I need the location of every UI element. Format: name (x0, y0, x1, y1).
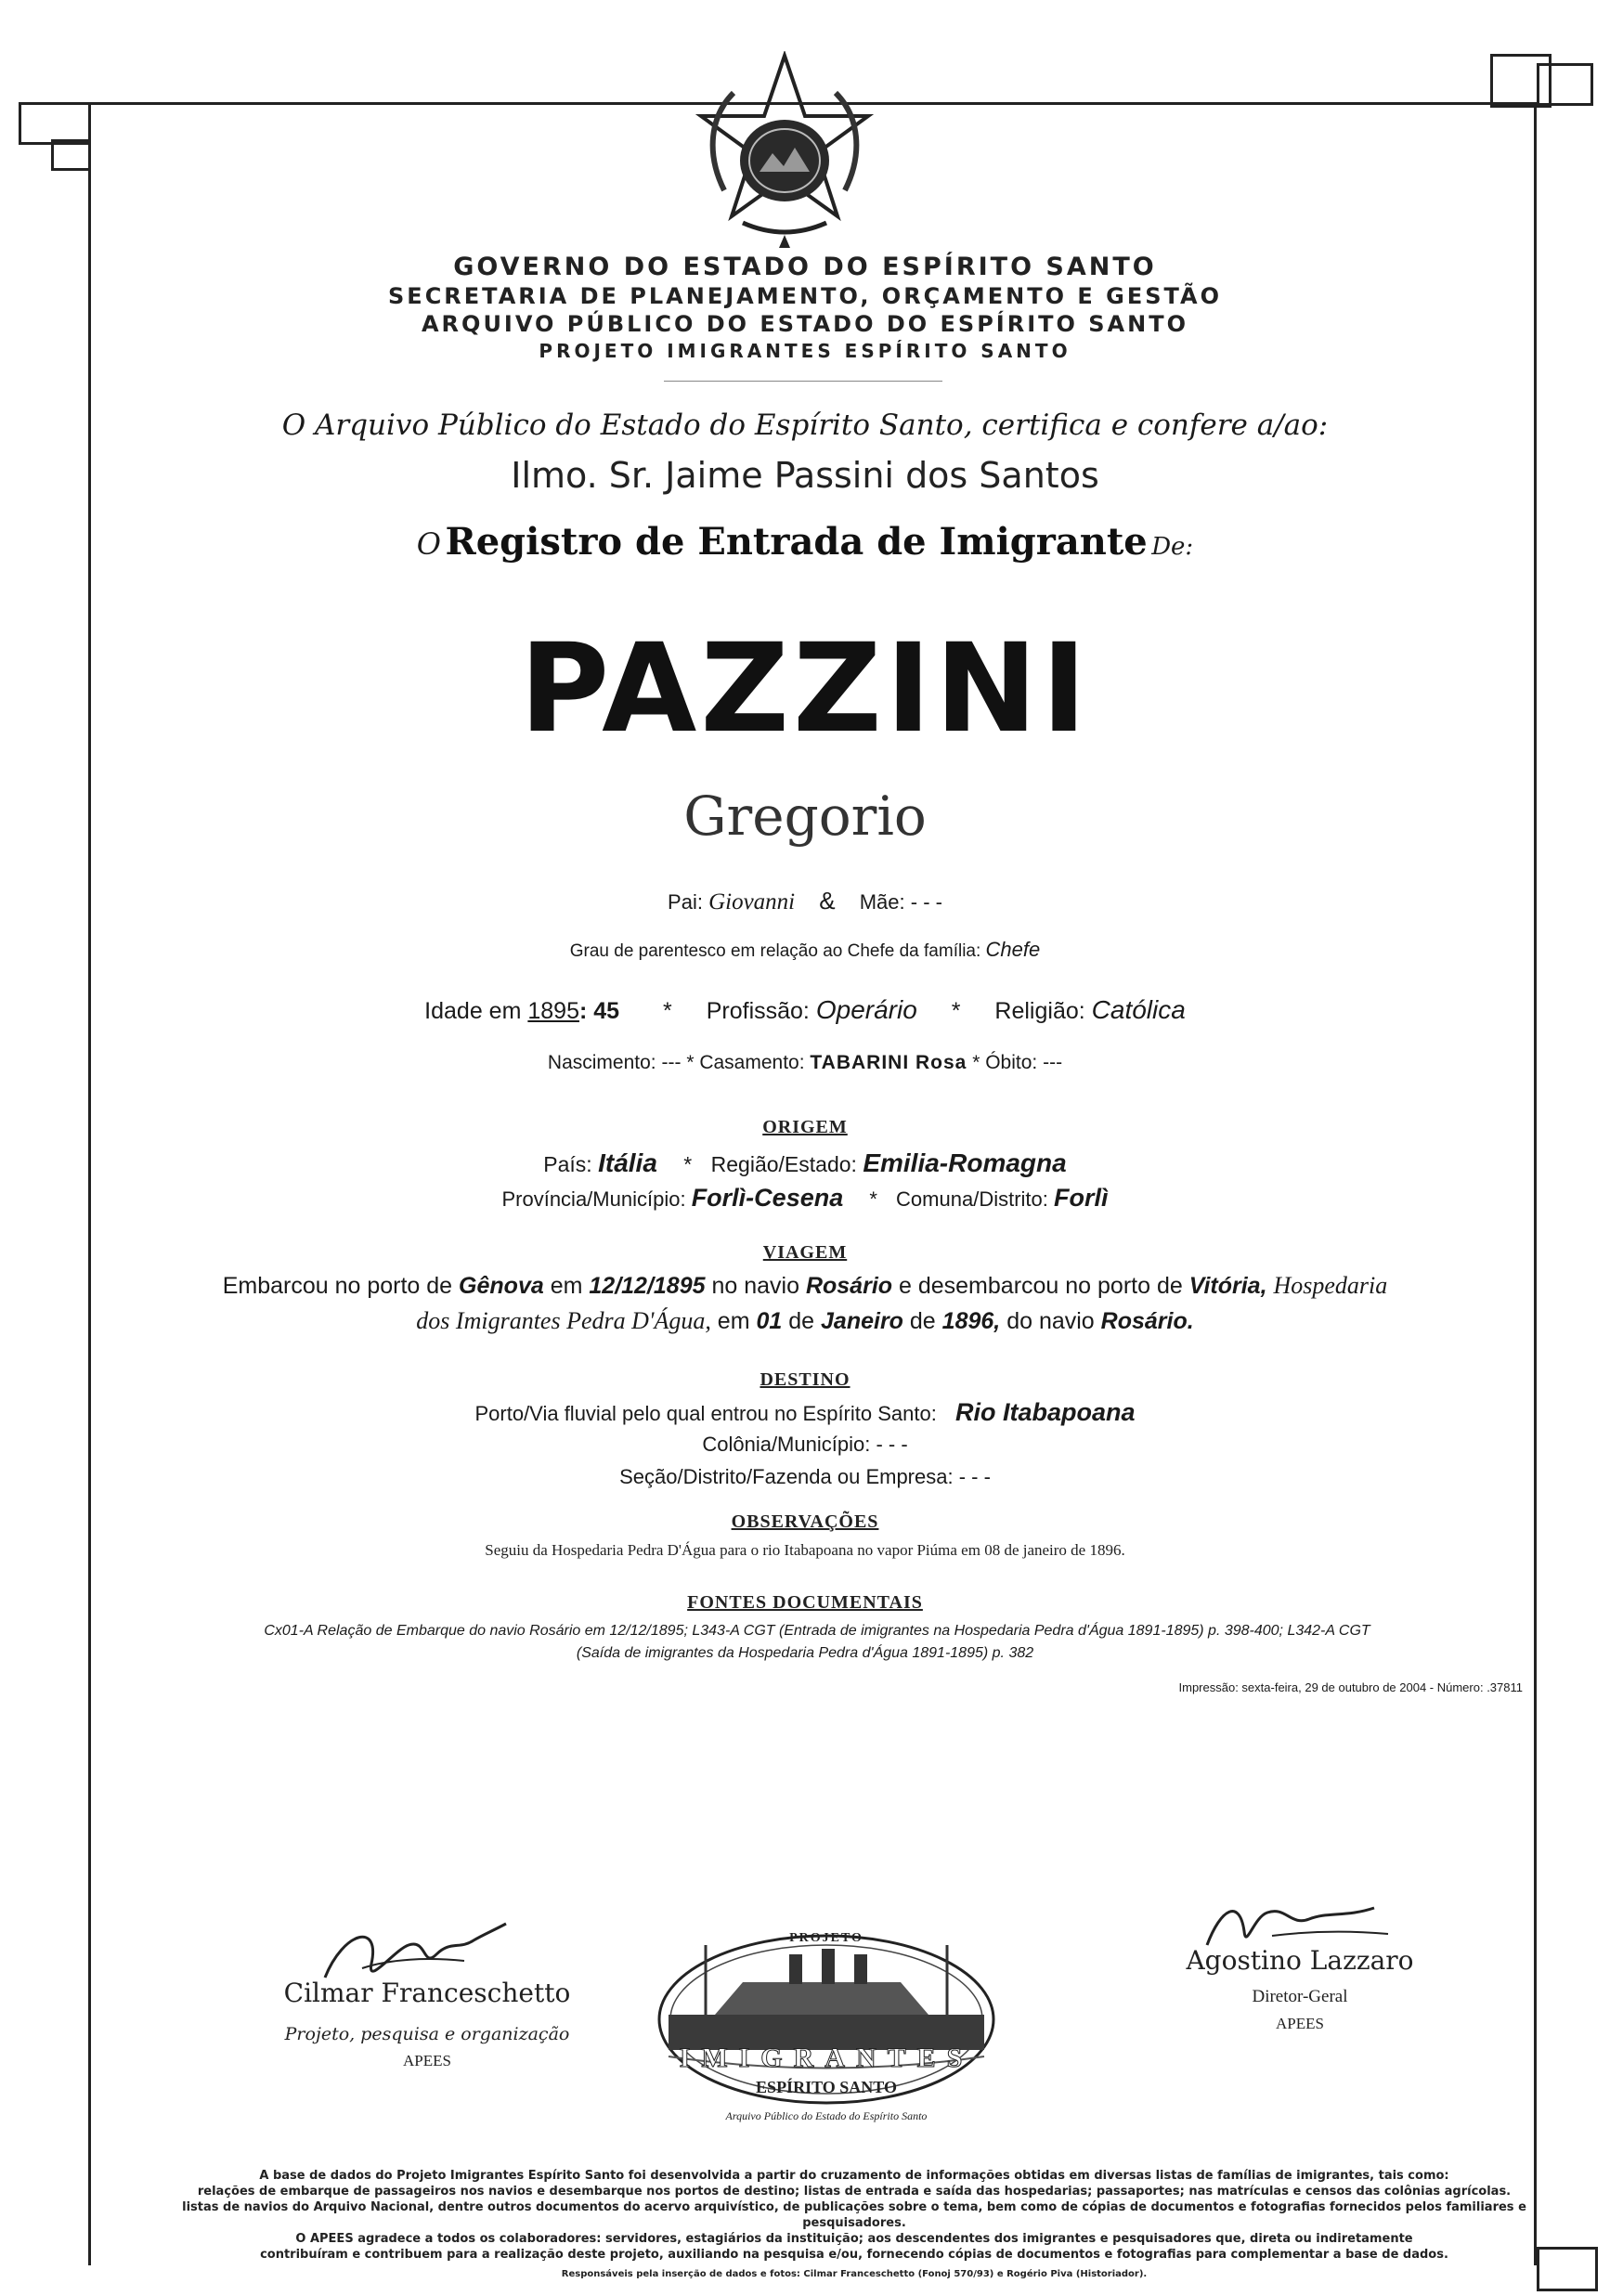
pai-label: Pai: (668, 890, 703, 914)
casamento-label: * Casamento: (686, 1052, 805, 1073)
viagem-hospedaria: Hospedaria (1273, 1272, 1388, 1299)
seal-rim-text: Arquivo Público do Estado do Espírito Santo (725, 2109, 928, 2122)
details-row (0, 995, 1610, 1025)
certification-line: O Arquivo Público do Estado do Espírito Santo, certifica e confere a/ao: (281, 409, 1329, 442)
viagem-line-1 (0, 1272, 1610, 1300)
footer-line-5: contribuíram e contribuem para a realização deste projeto, auxiliando na pesquisa e/ou, fornecendo cópias de documentos e fotografias para complementar a base de dados. (260, 2248, 1448, 2262)
destino-secao-row (0, 1465, 1610, 1489)
footer-line-2: relações de embarque de passageiros nos navios e desembarque nos portos de destino; listas de entrada e saída das hospedarias; passaportes; nas matrículas e censos das colônias agrícolas. (197, 2185, 1512, 2199)
register-title (0, 520, 1610, 564)
destino-porto-label: Porto/Via fluvial pelo qual entrou no Espírito Santo: (474, 1402, 937, 1425)
viagem-title: VIAGEM (762, 1242, 848, 1263)
corner-box-top-right-2 (1537, 63, 1593, 106)
footer-line-4: O APEES agradece a todos os colaboradores: servidores, estagiários da instituição; aos descendentes dos imigrantes e pesquisadores que, direta ou indiretamente (295, 2232, 1413, 2246)
observacoes-text: Seguiu da Hospedaria Pedra D'Água para o rio Itabapoana no vapor Piúma em 08 de janeiro de 1896. (485, 1541, 1125, 1559)
viagem-navio: Rosário (805, 1273, 893, 1299)
viagem-mes: Janeiro (821, 1308, 903, 1334)
life-row (0, 1052, 1610, 1074)
viagem-text-3: no navio (711, 1273, 799, 1299)
coat-of-arms-icon (687, 51, 882, 251)
secao-label: Seção/Distrito/Fazenda ou Empresa: (619, 1465, 954, 1488)
colonia-label: Colônia/Município: (702, 1433, 871, 1456)
nascimento-label: Nascimento: (547, 1052, 656, 1073)
profissao-label: Profissão: (706, 998, 810, 1024)
destino-title: DESTINO (760, 1369, 850, 1390)
viagem-text-7: de (909, 1308, 936, 1334)
destino-colonia-row (0, 1433, 1610, 1457)
origem-star-2: * (869, 1187, 877, 1211)
obito-value: --- (1043, 1052, 1063, 1073)
viagem-line-2 (0, 1307, 1610, 1335)
regiao-value: Emilia-Romagna (863, 1148, 1067, 1177)
footer-block (139, 2168, 1569, 2282)
regiao-label: Região/Estado: (710, 1152, 857, 1176)
viagem-dia: 01 (756, 1308, 783, 1334)
comuna-label: Comuna/Distrito: (896, 1187, 1048, 1211)
right-signatory-role: Diretor-Geral (1252, 1987, 1348, 2006)
viagem-porto: Gênova (459, 1273, 544, 1299)
header-project: PROJETO IMIGRANTES ESPÍRITO SANTO (539, 340, 1071, 362)
viagem-text-8: do navio (1006, 1308, 1095, 1334)
footer-line-1: A base de dados do Projeto Imigrantes Espírito Santo foi desenvolvida a partir do cruzamento de informações obtidas em diversas listas de famílias de imigrantes, tais como: (259, 2169, 1449, 2183)
provincia-label: Província/Município: (501, 1187, 686, 1211)
viagem-text-6: de (788, 1308, 815, 1334)
impressao-line: Impressão: sexta-feira, 29 de outubro de 2004 - Número: .37811 (1178, 1680, 1523, 1694)
corner-box-top-left-2 (51, 139, 91, 171)
profissao-value: Operário (815, 995, 917, 1024)
footer-line-3: listas de navios do Arquivo Nacional, dentre outros documentos do acervo arquivístico, de publicações sobre o tema, bem como de cópias de documentos e fotografias fornecidos pelos familiares e pesquisadores. (182, 2200, 1526, 2230)
viagem-text-5: em (717, 1308, 750, 1334)
parents-ampersand: & (819, 887, 836, 915)
recipient-name: Ilmo. Sr. Jaime Passini dos Santos (511, 455, 1099, 496)
pai-value: Giovanni (708, 889, 796, 915)
origem-title: ORIGEM (762, 1117, 848, 1137)
header-divider (664, 381, 942, 382)
destino-porto-row (0, 1398, 1610, 1427)
right-signatory-org: APEES (1276, 2015, 1324, 2032)
seal-bottom-text: ESPÍRITO SANTO (756, 2078, 897, 2096)
seal-middle-text: IMIGRANTES (679, 2043, 974, 2073)
obito-label: * Óbito: (972, 1052, 1038, 1073)
mae-value: - - - (910, 890, 942, 914)
religiao-label: Religião: (994, 998, 1085, 1024)
provincia-value: Forlì-Cesena (691, 1184, 844, 1212)
register-suffix: De: (1151, 533, 1194, 561)
religiao-value: Católica (1091, 995, 1186, 1024)
viagem-text-2: em (550, 1273, 583, 1299)
observacoes-title: OBSERVAÇÕES (731, 1511, 879, 1532)
comuna-value: Forlì (1054, 1184, 1109, 1212)
nascimento-value: --- (661, 1052, 682, 1073)
details-star-2: * (951, 998, 961, 1024)
viagem-text-4: e desembarcou no porto de (899, 1273, 1183, 1299)
footer-credits: Responsáveis pela inserção de dados e fotos: Cilmar Franceschetto (Fonoj 570/93) e Rogério Piva (Historiador). (561, 2269, 1148, 2279)
viagem-ano: 1896, (941, 1308, 1001, 1334)
right-signatory-name: Agostino Lazzaro (1186, 1945, 1414, 1976)
colonia-value: - - - (876, 1433, 908, 1456)
kinship-value: Chefe (985, 938, 1041, 961)
idade-value: 45 (593, 998, 620, 1024)
viagem-hospedaria-name: dos Imigrantes Pedra D'Água, (416, 1307, 711, 1334)
header-archive: ARQUIVO PÚBLICO DO ESTADO DO ESPÍRITO SANTO (421, 311, 1188, 337)
viagem-navio-2: Rosário. (1100, 1308, 1194, 1334)
secao-value: - - - (958, 1465, 991, 1488)
fontes-line-1: Cx01-A Relação de Embarque do navio Rosário em 12/12/1895; L343-A CGT (Entrada de imigrantes na Hospedaria Pedra d'Água 1891-1895) p. 398-400; L342-A CGT (264, 1623, 1370, 1639)
destino-porto-value: Rio Itabapoana (954, 1398, 1136, 1426)
viagem-destino: Vitória, (1188, 1273, 1267, 1299)
kinship-label: Grau de parentesco em relação ao Chefe da família: (569, 941, 981, 961)
idade-colon: : (578, 998, 588, 1024)
fontes-line-2: (Saída de imigrantes da Hospedaria Pedra d'Água 1891-1895) p. 382 (576, 1645, 1034, 1661)
register-prefix: O (416, 526, 442, 562)
origem-row-1 (0, 1148, 1610, 1178)
surname: PAZZINI (519, 617, 1091, 760)
details-star-1: * (663, 998, 672, 1024)
kinship-row (0, 938, 1610, 962)
viagem-text-1: Embarcou no porto de (222, 1273, 453, 1299)
given-name: Gregorio (683, 785, 927, 848)
left-signatory-org: APEES (403, 2052, 451, 2069)
seal-top-text: PROJETO (789, 1931, 863, 1945)
pais-value: Itália (598, 1148, 657, 1177)
register-title-text: Registro de Entrada de Imigrante (445, 520, 1148, 564)
mae-label: Mãe: (859, 890, 905, 914)
origem-star-1: * (683, 1152, 693, 1176)
casamento-value: TABARINI Rosa (810, 1052, 967, 1073)
idade-year: 1895 (527, 998, 579, 1024)
header-secretariat: SECRETARIA DE PLANEJAMENTO, ORÇAMENTO E GESTÃO (388, 283, 1222, 309)
origem-row-2 (0, 1184, 1610, 1213)
viagem-data: 12/12/1895 (589, 1273, 706, 1299)
idade-label: Idade em (424, 998, 522, 1024)
left-signatory-role: Projeto, pesquisa e organização (284, 2024, 570, 2044)
pais-label: País: (543, 1152, 592, 1176)
parents-row (0, 887, 1610, 915)
header-government: GOVERNO DO ESTADO DO ESPÍRITO SANTO (453, 253, 1157, 281)
fontes-title: FONTES DOCUMENTAIS (687, 1592, 923, 1613)
left-signatory-name: Cilmar Franceschetto (283, 1978, 571, 2008)
